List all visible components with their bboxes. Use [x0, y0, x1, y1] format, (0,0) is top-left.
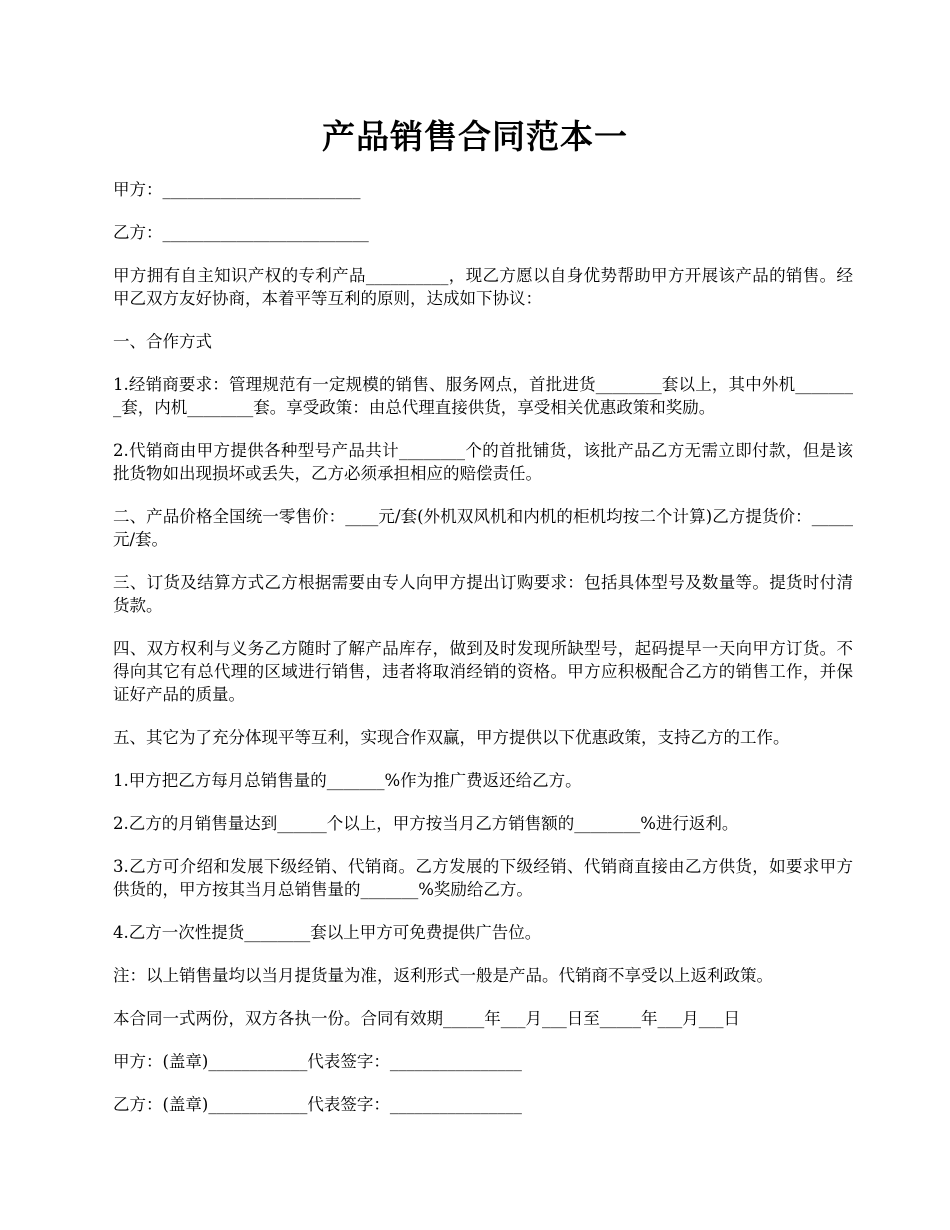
signature-party-b: 乙方：(盖章)____________代表签字：________________	[113, 1095, 522, 1114]
clause-promotion-fee: 1.甲方把乙方每月总销售量的_______%作为推广费返还给乙方。	[113, 771, 582, 790]
document-title: 产品销售合同范本一	[322, 117, 628, 156]
signature-party-a: 甲方：(盖章)____________代表签字：________________	[113, 1052, 522, 1071]
clause-dealer-requirements: 1.经销商要求：管理规范有一定规模的销售、服务网点，首批进货________套以上，其中外机________套，内机________套。享受政策：由总代理直接供货，享受相关优惠政策和奖励。	[113, 375, 853, 417]
party-a-line: 甲方：________________________	[113, 180, 361, 199]
note-paragraph: 注：以上销售量均以当月提货量为准，返利形式一般是产品。代销商不享受以上返利政策。	[113, 966, 773, 985]
section-ordering-settlement: 三、订货及结算方式乙方根据需要由专人向甲方提出订购要求：包括具体型号及数量等。提货时付清货款。	[113, 573, 853, 615]
section-pricing: 二、产品价格全国统一零售价：____元/套(外机双风机和内机的柜机均按二个计算)乙方提货价：_____元/套。	[113, 507, 853, 549]
section-heading-cooperation: 一、合作方式	[113, 332, 212, 351]
contract-validity: 本合同一式两份，双方各执一份。合同有效期_____年___月___日至_____年___月___日	[113, 1009, 740, 1028]
preamble-paragraph: 甲方拥有自主知识产权的专利产品__________，现乙方愿以自身优势帮助甲方开展该产品的销售。经甲乙双方友好协商，本着平等互利的原则，达成如下协议：	[113, 266, 853, 308]
section-rights-obligations: 四、双方权利与义务乙方随时了解产品库存，做到及时发现所缺型号，起码提早一天向甲方订货。不得向其它有总代理的区域进行销售，违者将取消经销的资格。甲方应积极配合乙方的销售工作，并保证好产品的质量。	[113, 639, 853, 704]
document-body	[113, 178, 853, 1136]
clause-consignment: 2.代销商由甲方提供各种型号产品共计________个的首批铺货，该批产品乙方无需立即付款，但是该批货物如出现损坏或丢失，乙方必须承担相应的赔偿责任。	[113, 441, 853, 483]
clause-advertising: 4.乙方一次性提货________套以上甲方可免费提供广告位。	[113, 923, 542, 942]
clause-rebate: 2.乙方的月销售量达到______个以上，甲方按当月乙方销售额的________%进行返利。	[113, 814, 739, 833]
party-b-line: 乙方：_________________________	[113, 223, 369, 242]
section-other-policies: 五、其它为了充分体现平等互利，实现合作双赢，甲方提供以下优惠政策，支持乙方的工作。	[113, 728, 790, 747]
clause-sub-dealers: 3.乙方可介绍和发展下级经销、代销商。乙方发展的下级经销、代销商直接由乙方供货，如要求甲方供货的，甲方按其当月总销售量的_______%奖励给乙方。	[113, 857, 853, 899]
